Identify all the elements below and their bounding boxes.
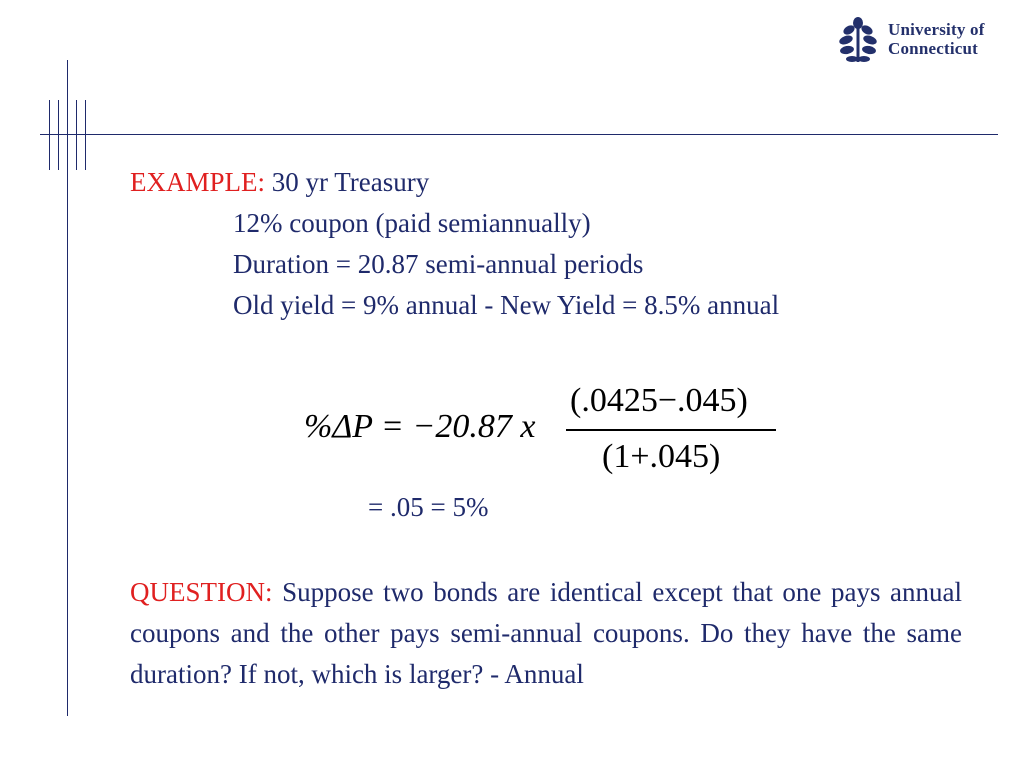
example-line-yield: Old yield = 9% annual - New Yield = 8.5% annual xyxy=(233,290,780,320)
logo-text-line1: University of xyxy=(888,20,985,39)
example-line-coupon: 12% coupon (paid semiannually) xyxy=(233,208,591,238)
example-title: 30 yr Treasury xyxy=(271,167,430,197)
margin-rule-short-3 xyxy=(76,100,77,170)
formula-denominator: (1+.045) xyxy=(602,438,721,475)
formula-numerator: (.0425−.045) xyxy=(570,382,748,419)
price-change-formula xyxy=(300,380,800,485)
question-block xyxy=(130,572,962,695)
margin-rule-short-4 xyxy=(85,100,86,170)
margin-rule-short-2 xyxy=(58,100,59,170)
oak-leaf-seal-icon xyxy=(836,16,880,66)
example-label: EXAMPLE: xyxy=(130,167,265,197)
question-text: Suppose two bonds are identical except that one pays annual coupons and the other pays semi-annual coupons. Do they have the same duration? If not, which is larger? - Annual xyxy=(130,577,962,689)
example-heading xyxy=(130,162,990,203)
example-block xyxy=(130,162,990,326)
fraction-bar xyxy=(566,429,776,431)
example-line-duration: Duration = 20.87 semi-annual periods xyxy=(233,249,644,279)
university-logo xyxy=(834,14,1004,70)
logo-text-line2: Connecticut xyxy=(888,39,979,58)
header-rule xyxy=(40,134,998,135)
margin-rule-long xyxy=(67,60,68,716)
formula-lhs: %ΔP = −20.87 x xyxy=(304,408,536,445)
margin-rule-short-1 xyxy=(49,100,50,170)
question-label: QUESTION: xyxy=(130,577,273,607)
formula-result: = .05 = 5% xyxy=(368,492,489,522)
